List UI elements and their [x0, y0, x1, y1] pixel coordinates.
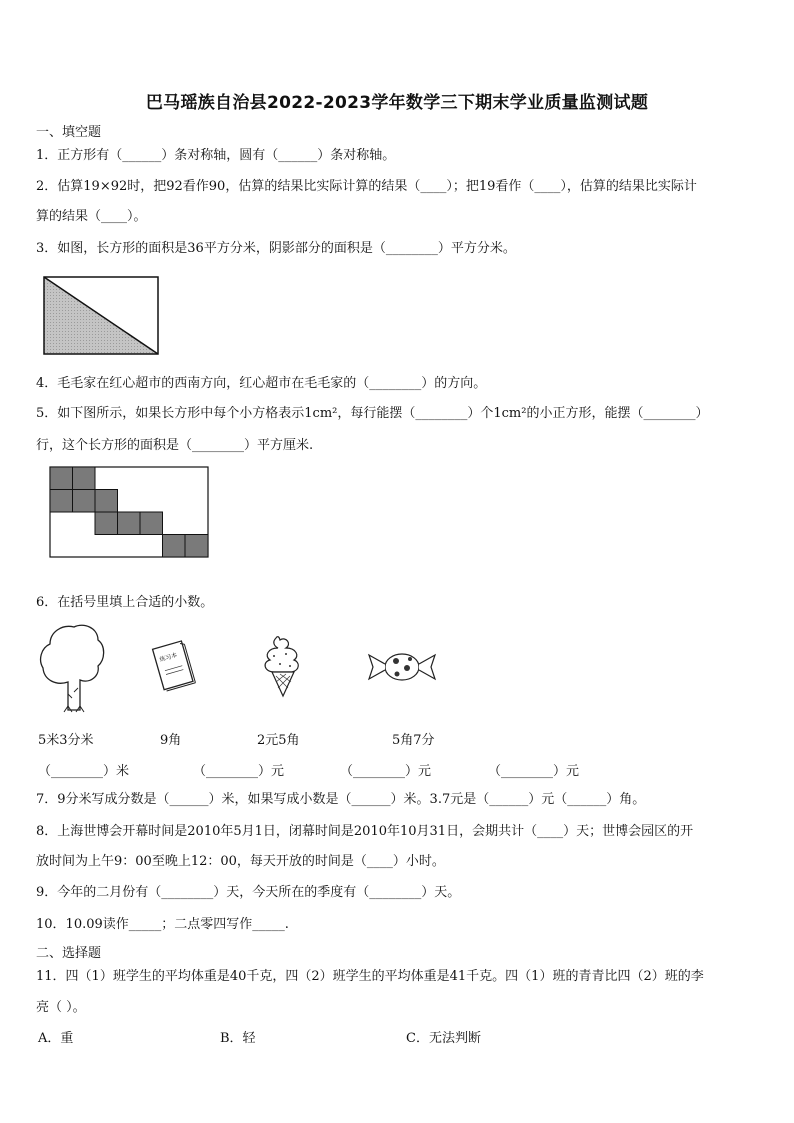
- question-1: 1．正方形有（______）条对称轴，圆有（______）条对称轴。: [36, 148, 396, 163]
- page-title: 巴马瑶族自治县2022-2023学年数学三下期末学业质量监测试题: [145, 93, 649, 113]
- answer-blank-1: （________）米: [38, 764, 130, 779]
- question-4: 4．毛毛家在红心超市的西南方向，红心超市在毛毛家的（________）的方向。: [36, 376, 487, 391]
- section-heading-fill-blank: 一、填空题: [36, 125, 102, 140]
- notebook-cover-text: 练习本: [158, 651, 179, 664]
- candy-icon: [366, 650, 438, 684]
- option-a: A．重: [38, 1031, 74, 1046]
- question-6: 6．在括号里填上合适的小数。: [36, 595, 214, 610]
- measure-label-3: 2元5角: [257, 733, 300, 748]
- question-2-line-2: 算的结果（____）。: [36, 209, 147, 224]
- measure-label-2: 9角: [160, 733, 182, 748]
- question-3: 3．如图，长方形的面积是36平方分米，阴影部分的面积是（________）平方分米。: [36, 241, 516, 256]
- question-11-line-2: 亮（ ）。: [36, 1000, 86, 1015]
- answer-blank-2: （________）元: [193, 764, 285, 779]
- answer-blank-3: （________）元: [340, 764, 432, 779]
- option-c: C．无法判断: [406, 1031, 481, 1046]
- question-11-line-1: 11．四（1）班学生的平均体重是40千克，四（2）班学生的平均体重是41千克。四（1）班的青青比四（2）班的李: [36, 969, 704, 984]
- question-5-line-2: 行，这个长方形的面积是（________）平方厘米.: [36, 438, 314, 453]
- answer-blank-4: （________）元: [488, 764, 580, 779]
- question-10: 10．10.09读作_____；二点零四写作_____.: [36, 917, 289, 932]
- measure-label-4: 5角7分: [392, 733, 435, 748]
- notebook-icon: [150, 638, 198, 694]
- question-2-line-1: 2．估算19×92时，把92看作90，估算的结果比实际计算的结果（____）；把19看作（____），估算的结果比实际计: [36, 179, 697, 194]
- question-8-line-1: 8．上海世博会开幕时间是2010年5月1日，闭幕时间是2010年10月31日，会期共计（____）天；世博会园区的开: [36, 824, 694, 839]
- question-5-line-1: 5．如下图所示，如果长方形中每个小方格表示1cm²，每行能摆（________）个1cm²的小正方形，能摆（________）: [36, 406, 709, 421]
- section-heading-choice: 二、选择题: [36, 946, 102, 961]
- question-7: 7．9分米写成分数是（______）米，如果写成小数是（______）米。3.7元是（______）元（______）角。: [36, 792, 646, 807]
- square-grid-figure: [50, 467, 210, 559]
- rectangle-triangle-figure: [43, 276, 161, 356]
- question-9: 9．今年的二月份有（________）天，今天所在的季度有（________）天。: [36, 885, 461, 900]
- measure-label-1: 5米3分米: [38, 733, 94, 748]
- option-b: B．轻: [220, 1031, 256, 1046]
- ice-cream-icon: [258, 632, 306, 698]
- question-8-line-2: 放时间为上午9：00至晚上12：00，每天开放的时间是（____）小时。: [36, 854, 445, 869]
- tree-icon: [38, 622, 106, 717]
